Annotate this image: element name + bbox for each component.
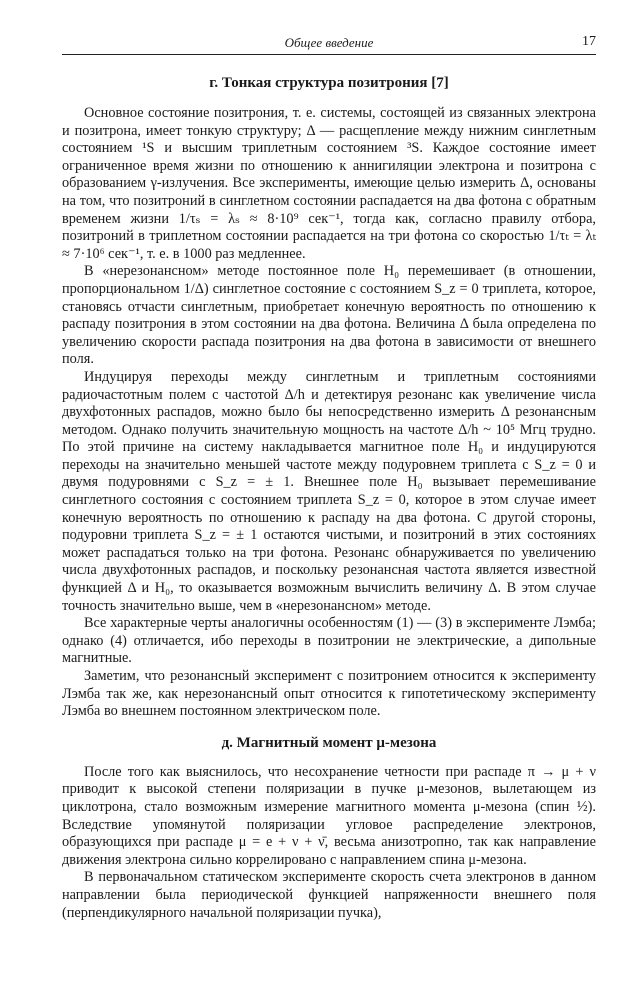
page-number: 17 bbox=[582, 34, 596, 49]
paragraph: Заметим, что резонансный эксперимент с позитронием относится к эксперименту Лэмба так же, как нерезонансный опыт относится к гипотетическому эксперименту Лэмба во внешнем постоянном электрическом поле. bbox=[62, 668, 596, 720]
book-page bbox=[62, 30, 596, 922]
section-heading-muon-moment: д. Магнитный момент μ-мезона bbox=[221, 734, 437, 751]
paragraph: Все характерные черты аналогичны особенностям (1) — (3) в эксперименте Лэмба; однако (4) отличается, ибо переходы в позитронии не электрические, а дипольные магнитные. bbox=[62, 615, 596, 667]
paragraph: Основное состояние позитрония, т. е. системы, состоящей из связанных электрона и позитрона, имеет тонкую структуру; Δ — расщепление между нижним синглетным состоянием ¹S и высшим триплетным состоянием ³S. Каждое состояние имеет ограниченное время жизни по отношению к аннигиляции электрона и позитрона с образованием γ-излучения. Все эксперименты, имеющие целью измерить Δ, основаны на том, что позитроний в синглетном состоянии распадается на два фотона с обратным временем жизни 1/τₛ = λₛ ≈ 8·10⁹ сек⁻¹, тогда как, согласно правилу отбора, позитроний в триплетном состоянии распадается на три фотона со скоростью 1/τₜ = λₜ ≈ 7·10⁶ сек⁻¹, т. е. в 1000 раз медленнее. bbox=[62, 105, 596, 262]
paragraph: В первоначальном статическом эксперименте скорость счета электронов в данном направлении была периодической функцией напряженности внешнего поля (перпендикулярного начальной поляризации пучка), bbox=[62, 869, 596, 921]
running-head-title: Общее введение bbox=[284, 35, 374, 50]
paragraph: Индуцируя переходы между синглетным и триплетным состояниями радиочастотным полем с частотой Δ/h и детектируя резонанс как увеличение числа двухфотонных распадов, можно было бы непосредственно измерить Δ резонансным методом. Однако получить значительную мощность на частоте Δ/h ~ 10⁵ Мгц трудно. По этой причине на систему накладывается магнитное поле H₀ и индуцируются переходы на значительно меньшей частоте между подуровнем триплета с S_z = 0 и двумя подуровнями с S_z = ± 1. Внешнее поле H₀ вызывает перемешивание синглетного состояния с состоянием триплета S_z = 0, которое в этом случае имеет конечную вероятность по отношению к распаду на два фотона. С другой стороны, подуровни триплета S_z = ± 1 остаются чистыми, и позитроний в этих состояниях может распадаться только на три фотона. Резонанс обнаруживается по увеличению числа двухфотонных распадов, и поскольку резонансная частота является известной функцией Δ и H₀, то оказывается возможным вычислить величину Δ. В этом случае точность значительно выше, чем в «нерезонансном» методе. bbox=[62, 368, 596, 614]
paragraph: В «нерезонансном» методе постоянное поле H₀ перемешивает (в отношении, пропорциональном 1/Δ) синглетное состояние с состоянием S_z = 0 триплета, которое, становясь отчасти синглетным, приобретает конечную вероятность по отношению к распаду позитрония в этом состоянии на два фотона. Величина Δ была определена по увеличению скорости распада позитрония на два фотона в зависимости от внешнего поля. bbox=[62, 263, 596, 368]
paragraph: После того как выяснилось, что несохранение четности при распаде π → μ + ν приводит к высокой степени поляризации в пучке μ-мезонов, вылетающем из циклотрона, стало возможным измерение магнитного момента μ-мезона (спин ½). Вследствие упомянутой поляризации угловое распределение электронов, образующихся при распаде μ = e + ν + ν̄, весьма анизотропно, так как направление движения электрона сильно коррелировано с направлением спина μ-мезона. bbox=[62, 763, 596, 868]
running-head bbox=[62, 30, 596, 55]
section-heading-positronium: г. Тонкая структура позитрония [7] bbox=[209, 75, 449, 91]
